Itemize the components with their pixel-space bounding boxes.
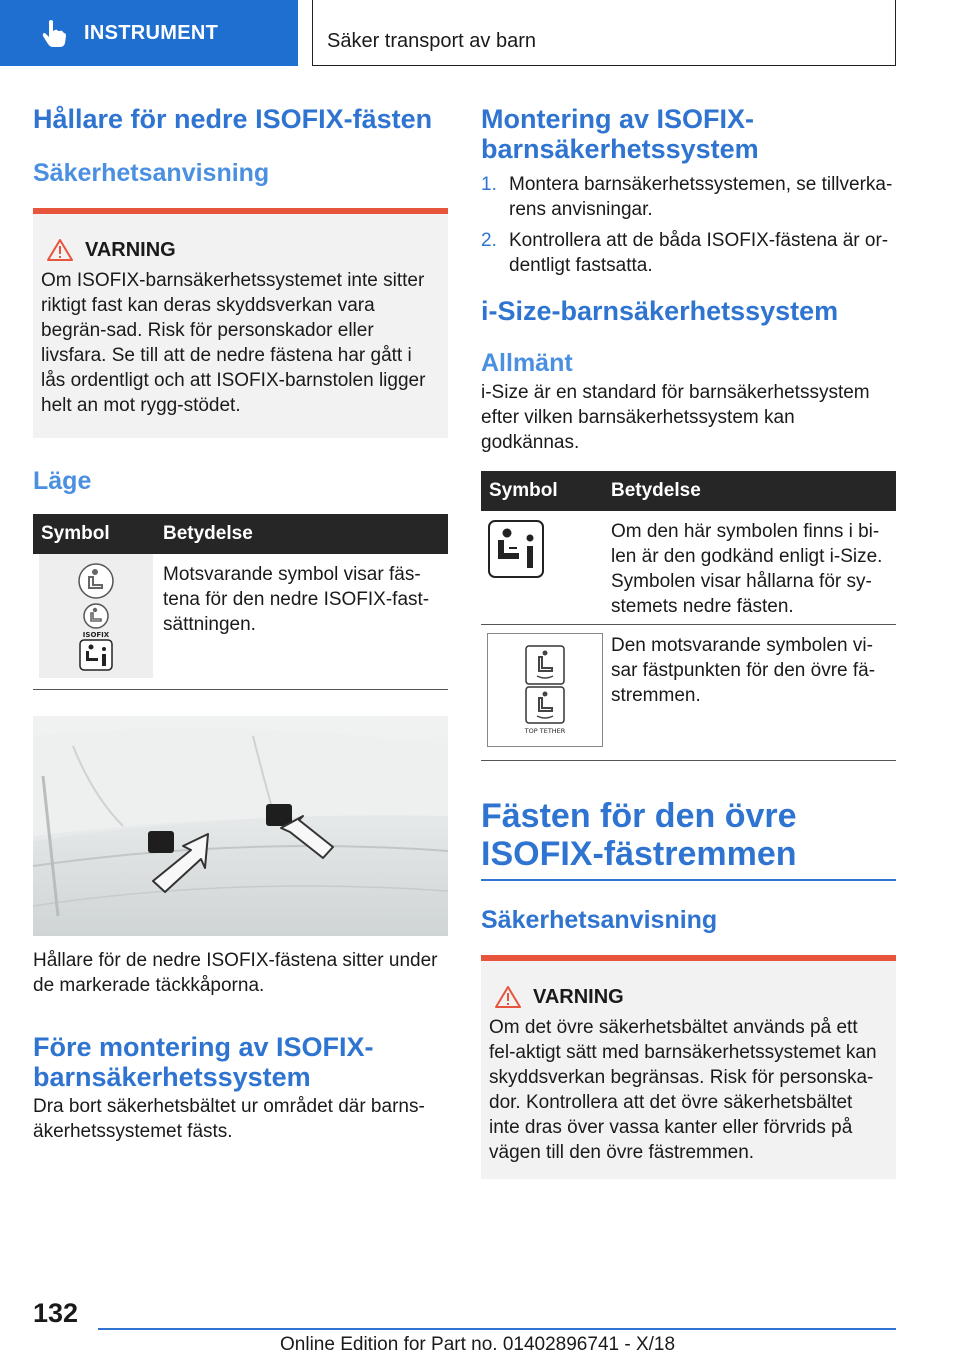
step-text: Montera barnsäkerhetssystemen, se tillverka-rens anvisningar. <box>509 174 893 220</box>
table-header <box>33 514 448 554</box>
warning-text: Om det övre säkerhetsbältet används på ett fel-aktigt sätt med barnsäkerhetssystemet kan skyddsverkan begränsas. Risk för personska-dor. Kontrollera att det övre säkerhetsbältet inte dras över vassa kanter eller förvrids på vägen till den övre fästremmen. <box>489 1017 877 1163</box>
position-table <box>33 514 448 690</box>
col-symbol: Symbol <box>489 480 558 501</box>
isize-heading: i-Size-barnsäkerhetssystem <box>481 296 839 326</box>
position-heading: Läge <box>33 467 92 495</box>
warning-text: Om ISOFIX-barnsäkerhetssystemet inte sitter riktigt fast kan deras skyddsverkan vara begrän-sad. Risk för personskador eller livsfara. Se till att de nedre fästena har gått i lås ordentligt och att ISOFIX-barnstolen ligger helt an mot rygg-stödet. <box>41 270 426 416</box>
mount-steps <box>481 172 896 278</box>
child-seat-icon <box>76 561 116 601</box>
isofix-symbols <box>39 554 153 678</box>
right-column <box>481 104 896 1179</box>
table-row <box>481 625 896 761</box>
top-tether-icon <box>523 685 567 735</box>
general-heading: Allmänt <box>481 349 573 377</box>
top-tether-label: TOP TETHER <box>524 727 566 735</box>
page-number: 132 <box>33 1298 79 1328</box>
step-number: 2. <box>481 230 497 251</box>
warning-label: VARNING <box>533 985 624 1008</box>
warning-box <box>481 955 896 1179</box>
section-label: INSTRUMENT <box>84 21 219 44</box>
isize-icon <box>487 519 545 579</box>
isofix-holder-title: Hållare för nedre ISOFIX-fästen <box>33 104 433 134</box>
mount-heading: Montering av ISOFIX-barnsäkerhetssystem <box>481 104 759 164</box>
col-meaning: Betydelse <box>611 480 701 501</box>
safety-heading: Säkerhetsanvisning <box>33 159 270 187</box>
footer-divider <box>98 1328 896 1330</box>
symbol-cell <box>481 511 611 624</box>
list-item <box>481 228 896 278</box>
before-mount-heading: Före montering av ISOFIX-barnsäkerhetssystem <box>33 1032 374 1092</box>
table-row <box>481 511 896 625</box>
hand-pointer-icon <box>38 17 70 49</box>
col-symbol: Symbol <box>41 523 110 544</box>
isize-table <box>481 471 896 761</box>
child-seat-icon <box>525 645 565 685</box>
warning-box <box>33 208 448 438</box>
tether-heading: Fästen för den övre ISOFIX-fästremmen <box>481 797 797 873</box>
photo-caption: Hållare för de nedre ISOFIX-fästena sitter under de markerade täckkåporna. <box>33 950 438 996</box>
warning-triangle-icon <box>47 238 73 262</box>
top-tether-symbols <box>487 633 603 747</box>
meaning-cell: Motsvarande symbol visar fäs-tena för den nedre ISOFIX-fast-sättningen. <box>163 564 430 635</box>
left-column <box>33 104 448 1144</box>
isofix-label: ISOFIX <box>82 631 110 639</box>
warning-header <box>489 985 888 1009</box>
table-header <box>481 471 896 511</box>
before-mount-text: Dra bort säkerhetsbältet ur området där barns-äkerhetssystemet fästs. <box>33 1096 425 1142</box>
meaning-cell: Den motsvarande symbolen vi-sar fästpunkten för den övre fä-stremmen. <box>611 635 876 706</box>
safety-heading: Säkerhetsanvisning <box>481 906 718 934</box>
warning-header <box>41 238 440 262</box>
rear-seat-photo <box>33 716 448 936</box>
edition-text: Online Edition for Part no. 01402896741 - X/18 <box>280 1334 676 1355</box>
section-tab[interactable] <box>0 0 298 66</box>
step-number: 1. <box>481 174 497 195</box>
isize-icon <box>79 639 113 671</box>
isofix-icon <box>76 601 116 639</box>
symbol-cell <box>481 625 611 760</box>
symbol-cell <box>33 554 163 689</box>
meaning-cell: Om den här symbolen finns i bi-len är den godkänd enligt i-Size. Symbolen visar hållarna för sy-stemets nedre fästen. <box>611 521 883 617</box>
table-row <box>33 554 448 690</box>
list-item <box>481 172 896 222</box>
general-text: i-Size är en standard för barnsäkerhetssystem efter vilken barnsäkerhetssystem kan godkännas. <box>481 382 870 453</box>
warning-triangle-icon <box>495 985 521 1009</box>
chapter-box <box>312 0 896 66</box>
step-text: Kontrollera att de båda ISOFIX-fästena är or-dentligt fastsatta. <box>509 230 889 276</box>
warning-label: VARNING <box>85 238 176 261</box>
col-meaning: Betydelse <box>163 523 253 544</box>
chapter-title: Säker transport av barn <box>327 30 536 52</box>
tether-divider <box>481 879 896 881</box>
